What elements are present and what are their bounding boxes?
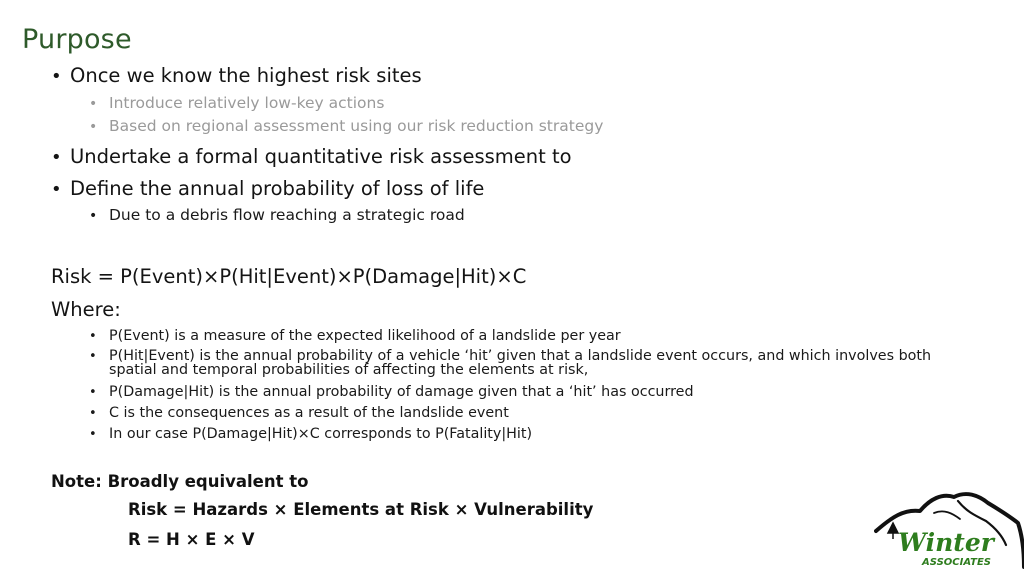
bullet-dot: • [89,385,97,400]
definition-5 [89,426,532,442]
definition-2 [89,349,939,377]
definition-4 [89,405,509,421]
bullet-dot: • [89,208,98,224]
bullet-dot: • [89,119,98,135]
sub-bullet-3-1 [89,206,465,224]
sub-bullet-text: Due to a debris flow reaching a strategic road [109,206,465,224]
definition-1 [89,328,621,344]
equation-short: R = H × E × V [128,530,255,549]
bullet-dot: • [89,406,97,421]
bullet-text: Once we know the highest risk sites [70,64,422,87]
sub-bullet-text: Based on regional assessment using our risk reduction strategy [109,117,604,135]
bullet-text: Define the annual probability of loss of life [70,177,485,200]
tree-icon [888,523,898,539]
definition-text: P(Hit|Event) is the annual probability of a vehicle ‘hit’ given that a landslide event occurs, and which involves both spatial and temporal probabilities of affecting the elements at risk, [109,348,932,378]
definition-text: In our case P(Damage|Hit)×C corresponds to P(Fatality|Hit) [109,426,533,442]
definition-text: P(Damage|Hit) is the annual probability of damage given that a ‘hit’ has occurred [109,384,694,400]
bullet-dot: • [89,329,97,344]
logo-word-winter: Winter [898,528,994,557]
definition-text: P(Event) is a measure of the expected likelihood of a landslide per year [109,328,621,344]
definition-3 [89,384,694,400]
where-label: Where: [51,298,121,321]
bullet-dot: • [89,96,98,112]
sub-bullet-1-2 [89,117,603,135]
note-heading: Note: Broadly equivalent to [51,472,309,491]
bullet-dot: • [51,66,62,87]
winter-associates-logo [874,487,1024,577]
bullet-text: Undertake a formal quantitative risk assessment to [70,145,572,168]
bullet-dot: • [89,427,97,442]
equation-risk: Risk = Hazards × Elements at Risk × Vulnerability [128,500,594,519]
bullet-dot: • [89,349,97,364]
sub-bullet-text: Introduce relatively low-key actions [109,94,385,112]
bullet-dot: • [51,179,62,200]
sub-bullet-1-1 [89,94,384,112]
slide-title: Purpose [22,24,132,55]
bullet-3 [51,177,484,200]
bullet-1 [51,64,422,87]
bullet-dot: • [51,147,62,168]
mountain-ridge-line [934,511,960,519]
definition-text: C is the consequences as a result of the landslide event [109,405,509,421]
risk-formula: Risk = P(Event)×P(Hit|Event)×P(Damage|Hit)×C [51,265,527,288]
bullet-2 [51,145,572,168]
logo-word-associates: ASSOCIATES [922,557,991,568]
